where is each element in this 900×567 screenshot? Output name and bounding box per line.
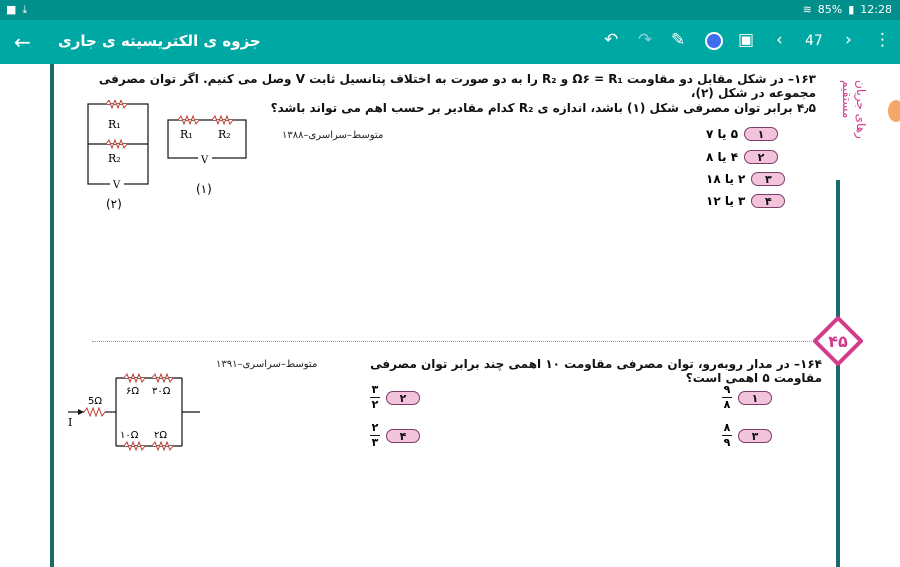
page-border-right — [836, 180, 840, 567]
fig1-r1-label: R₁ — [180, 128, 193, 141]
option-number-badge: ۱ — [744, 127, 778, 141]
circuit-figure-1 — [164, 113, 250, 198]
status-bar — [0, 0, 900, 20]
fig1-r2-label: R₂ — [218, 128, 231, 141]
q164-line1: ۱۶۴– در مدار روبه‌رو، توان مصرفی مقاومت ۱۰ اهمی چند برابر توان مصرفی مقاومت ۵ اهمی است؟ — [370, 357, 822, 385]
q163-line2: ۴٫۵ برابر توان مصرفی شکل (۱) باشد، اندازه ی R₂ کدام مقادیر بر حسب اهم می تواند باشد؟ — [270, 101, 816, 115]
battery-icon: ▮ — [848, 3, 855, 16]
app-toolbar — [0, 20, 900, 64]
scroll-handle[interactable] — [888, 100, 900, 122]
pen-color-swatch[interactable] — [705, 32, 723, 50]
image-icon[interactable]: ▣ — [738, 30, 755, 50]
fig2-v-label: V — [113, 180, 121, 191]
q164-tag: متوسط–سراسری–۱۳۹۱ — [216, 359, 318, 370]
r6-label: ۶Ω — [126, 386, 140, 397]
redo-icon[interactable]: ↷ — [638, 30, 653, 50]
option-number-badge: ۳ — [751, 172, 785, 186]
q164-option-4[interactable] — [370, 422, 420, 449]
fig1-v-label: V — [201, 155, 209, 166]
option-number-badge: ۲ — [744, 150, 778, 164]
fig2-caption: (۲) — [106, 197, 122, 211]
q163-option-2[interactable] — [706, 150, 778, 164]
page-badge-text: ۴۵ — [828, 332, 848, 351]
current-label: I — [68, 416, 73, 429]
clock: 12:28 — [860, 3, 892, 16]
q163-option-1[interactable] — [706, 127, 778, 141]
prev-page-icon[interactable]: ‹ — [776, 30, 783, 50]
r2-label: ۲Ω — [154, 430, 168, 441]
q163-option-4[interactable] — [706, 194, 785, 208]
circuit-q164 — [64, 372, 204, 454]
q164-option-2[interactable] — [370, 384, 420, 411]
fig2-r2-label: R₂ — [108, 152, 121, 165]
q164-option-1[interactable] — [722, 384, 772, 411]
battery-level: 85% — [817, 3, 843, 16]
page-number: 47 — [805, 33, 823, 49]
back-arrow-icon[interactable]: ← — [14, 30, 31, 54]
question-divider — [92, 341, 814, 342]
option-number-badge: ۴ — [751, 194, 785, 208]
next-page-icon[interactable]: › — [845, 30, 852, 50]
undo-icon[interactable]: ↶ — [604, 30, 619, 50]
fig1-caption: (۱) — [196, 182, 212, 196]
r10-label: ۱۰Ω — [120, 430, 139, 441]
q163-tag: متوسط–سراسری–۱۳۸۸ — [282, 130, 384, 141]
option-text: ۵ یا ۷ — [706, 127, 739, 141]
pen-icon[interactable]: ✎ — [671, 30, 686, 50]
page-border-left — [50, 64, 54, 567]
r5-label: 5Ω — [88, 396, 103, 407]
option-number-badge: ۲ — [386, 391, 420, 405]
r30-label: ۳۰Ω — [152, 386, 171, 397]
q163-line1: ۱۶۳– در شکل مقابل دو مقاومت Ω۶ = R₁ و R₂ را به دو صورت به اختلاف پتانسیل ثابت V وصل می کنیم. اگر توان مصرفی مجموعه در شکل (۲)، — [98, 72, 816, 100]
option-number-badge: ۱ — [738, 391, 772, 405]
q164-option-3[interactable] — [722, 422, 772, 449]
download-icon: ⤓ — [22, 3, 28, 16]
fig2-r1-label: R₁ — [108, 118, 121, 131]
q163-option-3[interactable] — [706, 172, 785, 186]
option-number-badge: ۴ — [386, 429, 420, 443]
option-fraction: $\frac{۳}{۲}$ — [371, 383, 379, 411]
video-icon: ■ — [6, 3, 17, 16]
option-fraction: $\frac{۲}{۳}$ — [371, 421, 379, 449]
option-number-badge: ۳ — [738, 429, 772, 443]
option-fraction: $\frac{۸}{۹}$ — [723, 421, 731, 449]
wifi-icon: ≋ — [802, 3, 812, 16]
document-title: جزوه ی الکتریسیته ی جاری — [58, 32, 261, 50]
chapter-side-label: رهای جریان مستقیم — [840, 80, 868, 139]
more-menu-icon[interactable]: ⋮ — [874, 30, 891, 50]
option-text: ۳ یا ۱۲ — [706, 194, 746, 208]
option-fraction: $\frac{۹}{۸}$ — [723, 383, 731, 411]
option-text: ۲ یا ۱۸ — [706, 172, 746, 186]
circuit-figure-2 — [84, 100, 154, 215]
option-text: ۴ یا ۸ — [706, 150, 739, 164]
